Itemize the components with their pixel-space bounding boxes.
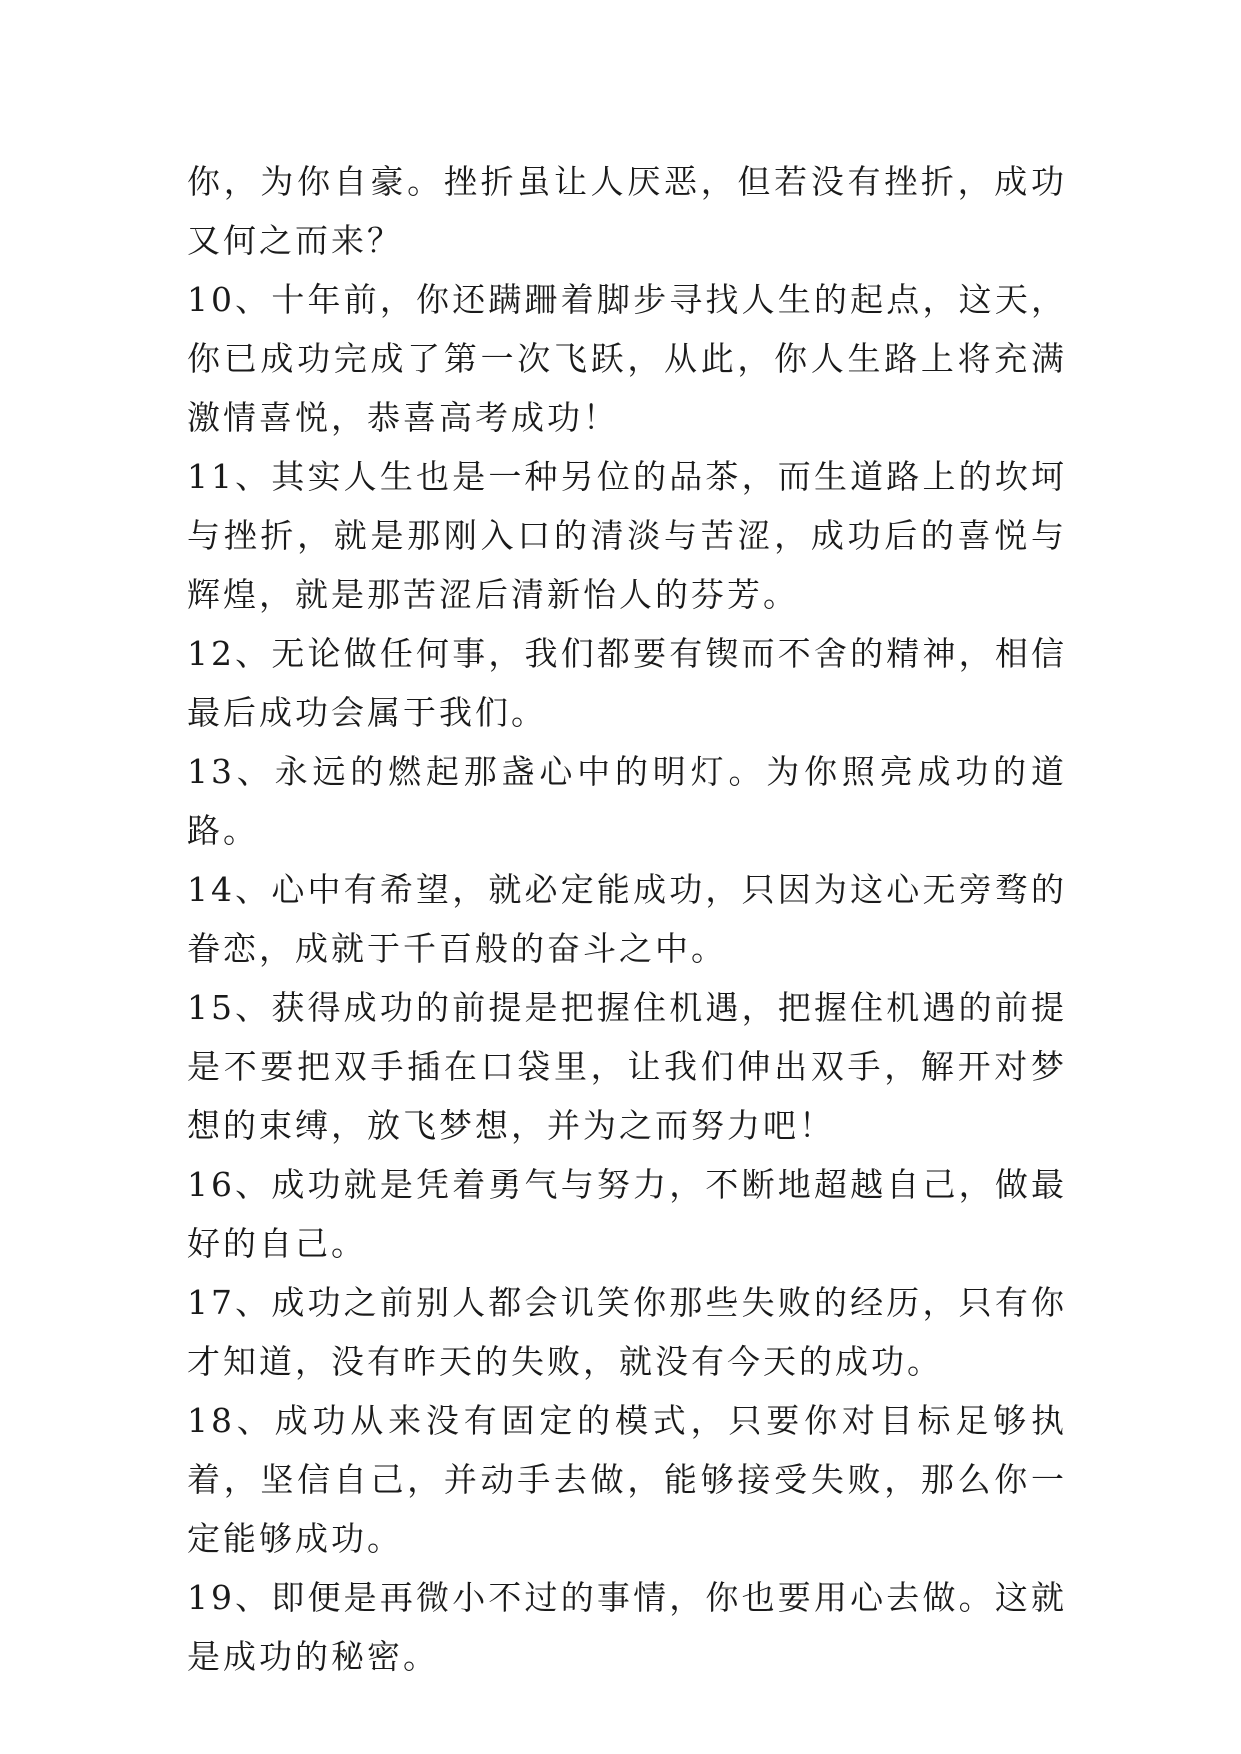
paragraph-12: 12、无论做任何事，我们都要有锲而不舍的精神，相信最后成功会属于我们。	[187, 634, 1067, 732]
paragraph-continued: 你，为你自豪。挫折虽让人厌恶，但若没有挫折，成功又何之而来？	[187, 162, 1067, 260]
paragraph-18: 18、成功从来没有固定的模式，只要你对目标足够执着，坚信自己，并动手去做，能够接受失败，那么你一定能够成功。	[187, 1401, 1067, 1558]
paragraph-10: 10、十年前，你还蹒跚着脚步寻找人生的起点，这天，你已成功完成了第一次飞跃，从此，你人生路上将充满激情喜悦，恭喜高考成功！	[187, 280, 1067, 437]
paragraph-11: 11、其实人生也是一种另位的品茶，而生道路上的坎坷与挫折，就是那刚入口的清淡与苦涩，成功后的喜悦与辉煌，就是那苦涩后清新怡人的芬芳。	[187, 457, 1067, 614]
document-body	[187, 152, 1067, 1686]
paragraph-13: 13、永远的燃起那盏心中的明灯。为你照亮成功的道路。	[187, 752, 1067, 850]
paragraph-14: 14、心中有希望，就必定能成功，只因为这心无旁骛的眷恋，成就于千百般的奋斗之中。	[187, 870, 1067, 968]
paragraph-15: 15、获得成功的前提是把握住机遇，把握住机遇的前提是不要把双手插在口袋里，让我们伸出双手，解开对梦想的束缚，放飞梦想，并为之而努力吧！	[187, 988, 1067, 1145]
paragraph-16: 16、成功就是凭着勇气与努力，不断地超越自己，做最好的自己。	[187, 1165, 1067, 1263]
paragraph-19: 19、即便是再微小不过的事情，你也要用心去做。这就是成功的秘密。	[187, 1578, 1067, 1676]
paragraph-17: 17、成功之前别人都会讥笑你那些失败的经历，只有你才知道，没有昨天的失败，就没有今天的成功。	[187, 1283, 1067, 1381]
